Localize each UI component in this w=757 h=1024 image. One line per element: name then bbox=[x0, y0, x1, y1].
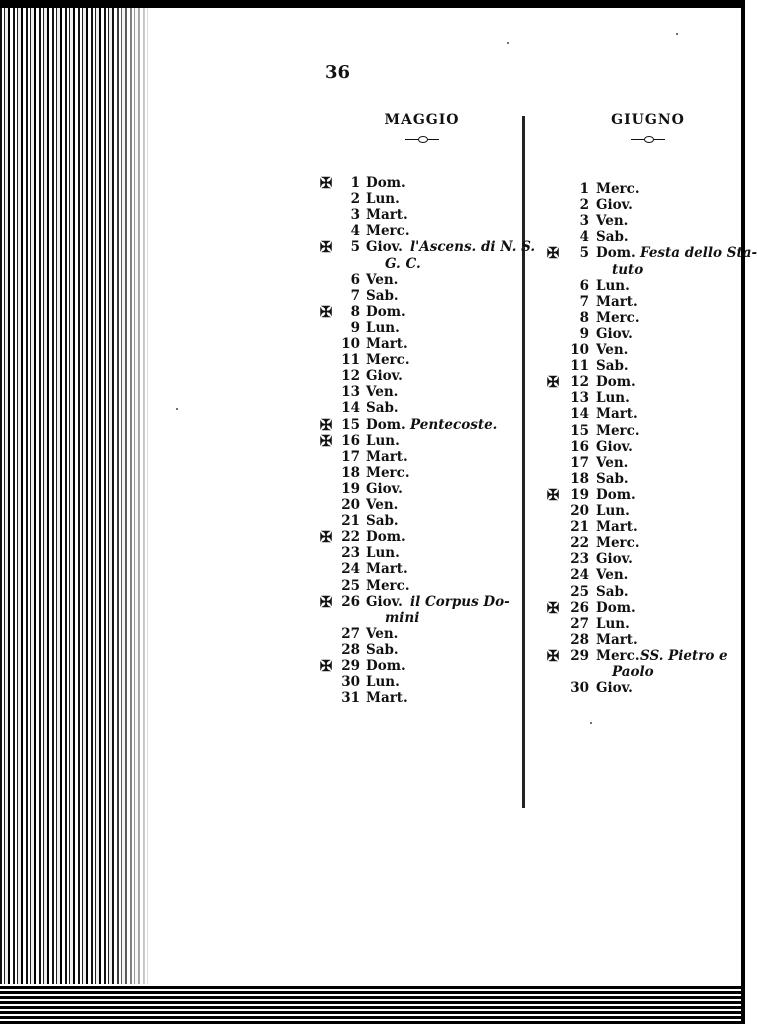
day-number: 23 bbox=[570, 551, 589, 568]
day-number: 2 bbox=[350, 191, 360, 208]
weekday: Lun. bbox=[366, 319, 400, 336]
day-number: 27 bbox=[570, 615, 589, 632]
ink-speck bbox=[507, 42, 509, 44]
weekday: Merc. bbox=[366, 577, 410, 594]
day-number: 17 bbox=[341, 448, 360, 465]
day-number: 14 bbox=[570, 406, 589, 423]
ornament-divider bbox=[372, 134, 472, 144]
weekday: Lun. bbox=[366, 545, 400, 562]
weekday: Giov. bbox=[596, 551, 633, 568]
weekday: Sab. bbox=[366, 287, 399, 304]
ornament-divider bbox=[600, 134, 696, 144]
day-number: 4 bbox=[579, 229, 589, 246]
feast-cross-icon: ✠ bbox=[319, 431, 333, 450]
feast-cross-icon: ✠ bbox=[319, 657, 333, 675]
day-number: 20 bbox=[570, 503, 589, 519]
weekday: Ven. bbox=[366, 384, 399, 401]
day-number: 12 bbox=[341, 368, 360, 385]
day-number: 8 bbox=[579, 309, 589, 326]
weekday: Giov. bbox=[596, 197, 633, 214]
feast-cross-icon: ✠ bbox=[319, 528, 333, 547]
feast-cross-icon: ✠ bbox=[546, 244, 560, 263]
ink-speck bbox=[590, 722, 592, 724]
day-number: 11 bbox=[341, 352, 360, 369]
weekday: Merc. bbox=[596, 309, 640, 326]
feast-cross-icon: ✠ bbox=[546, 373, 560, 392]
day-number: 19 bbox=[570, 486, 589, 503]
feast-note: il Corpus Do- bbox=[410, 593, 510, 610]
feast-cross-icon: ✠ bbox=[546, 646, 560, 665]
day-number: 1 bbox=[350, 175, 360, 191]
day-number: 25 bbox=[570, 583, 589, 600]
weekday: Mart. bbox=[366, 207, 408, 224]
weekday: Lun. bbox=[596, 277, 630, 294]
day-number: 10 bbox=[341, 336, 360, 352]
feast-cross-icon: ✠ bbox=[319, 174, 333, 192]
feast-note-continuation: G. C. bbox=[385, 255, 421, 272]
weekday: Giov. bbox=[366, 239, 403, 256]
book-spine-edge bbox=[0, 0, 150, 1024]
day-number: 22 bbox=[570, 535, 589, 552]
day-number: 25 bbox=[341, 577, 360, 594]
column-divider bbox=[522, 116, 525, 808]
day-number: 12 bbox=[570, 374, 589, 391]
day-number: 29 bbox=[570, 647, 589, 664]
weekday: Giov. bbox=[366, 480, 403, 497]
day-number: 6 bbox=[350, 271, 360, 288]
day-number: 5 bbox=[579, 245, 589, 262]
day-number: 28 bbox=[570, 631, 589, 648]
day-number: 7 bbox=[579, 293, 589, 310]
day-number: 8 bbox=[350, 303, 360, 320]
weekday: Dom. bbox=[596, 245, 636, 262]
weekday: Lun. bbox=[596, 615, 630, 632]
weekday: Sab. bbox=[596, 470, 629, 487]
weekday: Ven. bbox=[596, 454, 629, 471]
day-number: 10 bbox=[570, 342, 589, 358]
weekday: Mart. bbox=[596, 406, 638, 423]
weekday: Mart. bbox=[596, 293, 638, 310]
weekday: Dom. bbox=[366, 658, 406, 674]
weekday: Merc. bbox=[596, 647, 640, 664]
weekday: Merc. bbox=[366, 352, 410, 369]
weekday: Ven. bbox=[596, 342, 629, 358]
weekday: Sab. bbox=[366, 641, 399, 658]
day-number: 29 bbox=[341, 658, 360, 674]
day-number: 27 bbox=[341, 625, 360, 642]
page-number: 36 bbox=[325, 62, 351, 83]
weekday: Dom. bbox=[596, 486, 636, 503]
day-number: 24 bbox=[341, 561, 360, 578]
feast-note: Pentecoste. bbox=[410, 416, 498, 433]
day-number: 9 bbox=[350, 319, 360, 336]
weekday: Sab. bbox=[366, 400, 399, 417]
ink-speck bbox=[176, 408, 178, 410]
weekday: Giov. bbox=[596, 680, 633, 697]
day-number: 26 bbox=[341, 593, 360, 610]
feast-note-continuation: Paolo bbox=[612, 664, 654, 680]
feast-cross-icon: ✠ bbox=[319, 592, 333, 611]
day-number: 23 bbox=[341, 545, 360, 562]
month-title: MAGGIO bbox=[384, 112, 460, 128]
day-number: 1 bbox=[579, 181, 589, 197]
day-number: 20 bbox=[341, 497, 360, 513]
feast-cross-icon: ✠ bbox=[546, 485, 560, 504]
weekday: Lun. bbox=[596, 503, 630, 519]
weekday: Mart. bbox=[366, 336, 408, 352]
month-column-maggio bbox=[372, 112, 472, 144]
right-border bbox=[741, 0, 745, 1024]
top-border bbox=[0, 0, 745, 8]
day-number: 18 bbox=[341, 464, 360, 481]
weekday: Dom. bbox=[596, 599, 636, 616]
weekday: Lun. bbox=[366, 432, 400, 449]
weekday: Merc. bbox=[596, 181, 640, 197]
day-number: 16 bbox=[570, 438, 589, 455]
day-number: 5 bbox=[350, 239, 360, 256]
day-number: 18 bbox=[570, 470, 589, 487]
weekday: Lun. bbox=[366, 674, 400, 691]
weekday: Sab. bbox=[366, 513, 399, 530]
weekday: Giov. bbox=[366, 368, 403, 385]
weekday: Giov. bbox=[366, 593, 403, 610]
feast-note-continuation: mini bbox=[385, 609, 420, 626]
feast-note: Festa dello Sta- bbox=[640, 245, 757, 262]
day-number: 7 bbox=[350, 287, 360, 304]
day-number: 31 bbox=[341, 690, 360, 707]
ink-speck bbox=[676, 33, 678, 35]
weekday: Giov. bbox=[596, 438, 633, 455]
weekday: Lun. bbox=[366, 191, 400, 208]
weekday: Mart. bbox=[366, 561, 408, 578]
month-column-giugno bbox=[600, 112, 696, 144]
weekday: Dom. bbox=[366, 529, 406, 546]
day-number: 11 bbox=[570, 358, 589, 375]
day-number: 19 bbox=[341, 480, 360, 497]
day-number: 13 bbox=[570, 390, 589, 407]
weekday: Sab. bbox=[596, 358, 629, 375]
weekday: Dom. bbox=[366, 416, 406, 433]
day-number: 22 bbox=[341, 529, 360, 546]
weekday: Giov. bbox=[596, 325, 633, 342]
weekday: Dom. bbox=[366, 303, 406, 320]
weekday: Dom. bbox=[596, 374, 636, 391]
weekday: Merc. bbox=[366, 223, 410, 240]
day-number: 3 bbox=[350, 207, 360, 224]
weekday: Sab. bbox=[596, 583, 629, 600]
day-number: 2 bbox=[579, 197, 589, 214]
bottom-border bbox=[0, 984, 745, 1024]
day-number: 15 bbox=[341, 416, 360, 433]
weekday: Ven. bbox=[366, 497, 399, 513]
feast-cross-icon: ✠ bbox=[319, 302, 333, 321]
weekday: Mart. bbox=[366, 448, 408, 465]
weekday: Ven. bbox=[366, 271, 399, 288]
day-number: 15 bbox=[570, 422, 589, 439]
weekday: Ven. bbox=[596, 567, 629, 584]
day-number: 6 bbox=[579, 277, 589, 294]
day-number: 16 bbox=[341, 432, 360, 449]
feast-cross-icon: ✠ bbox=[319, 415, 333, 434]
month-title: GIUGNO bbox=[611, 112, 685, 128]
day-number: 21 bbox=[341, 513, 360, 530]
day-number: 14 bbox=[341, 400, 360, 417]
weekday: Sab. bbox=[596, 229, 629, 246]
day-number: 24 bbox=[570, 567, 589, 584]
day-number: 13 bbox=[341, 384, 360, 401]
weekday: Ven. bbox=[596, 213, 629, 230]
day-number: 21 bbox=[570, 519, 589, 536]
feast-cross-icon: ✠ bbox=[546, 598, 560, 617]
feast-note: l'Ascens. di N. S. bbox=[410, 239, 536, 256]
day-number: 26 bbox=[570, 599, 589, 616]
weekday: Merc. bbox=[596, 535, 640, 552]
weekday: Mart. bbox=[596, 519, 638, 536]
feast-cross-icon: ✠ bbox=[319, 238, 333, 257]
feast-note-continuation: tuto bbox=[612, 261, 644, 278]
day-number: 9 bbox=[579, 325, 589, 342]
day-number: 17 bbox=[570, 454, 589, 471]
day-number: 28 bbox=[341, 641, 360, 658]
weekday: Merc. bbox=[366, 464, 410, 481]
day-number: 4 bbox=[350, 223, 360, 240]
weekday: Ven. bbox=[366, 625, 399, 642]
day-number: 3 bbox=[579, 213, 589, 230]
weekday: Merc. bbox=[596, 422, 640, 439]
feast-note: SS. Pietro e bbox=[640, 647, 728, 664]
weekday: Mart. bbox=[596, 631, 638, 648]
weekday: Dom. bbox=[366, 175, 406, 191]
day-number: 30 bbox=[341, 674, 360, 691]
day-number: 30 bbox=[570, 680, 589, 697]
weekday: Mart. bbox=[366, 690, 408, 707]
weekday: Lun. bbox=[596, 390, 630, 407]
